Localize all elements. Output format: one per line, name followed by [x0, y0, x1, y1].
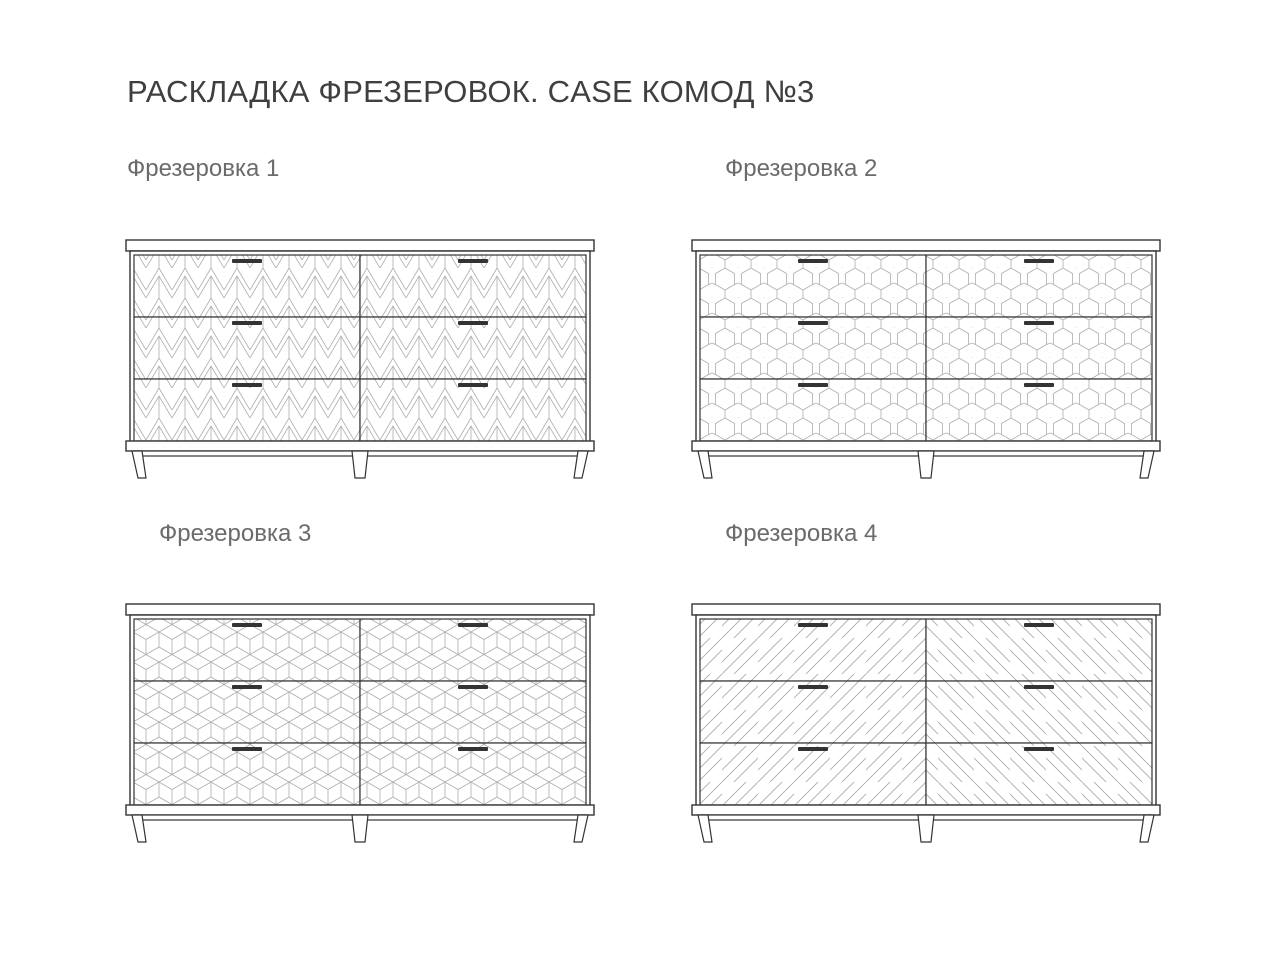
panel-1-title: Фрезеровка 1 — [127, 155, 280, 182]
panel-frezerovka-1 — [127, 155, 279, 183]
dresser-diagram-3 — [120, 602, 600, 847]
panel-frezerovka-3 — [159, 520, 311, 548]
dresser-diagram-2 — [686, 238, 1166, 483]
dresser-diagram-4 — [686, 602, 1166, 847]
panel-frezerovka-4 — [725, 520, 877, 548]
page-title: РАСКЛАДКА ФРЕЗЕРОВОК. CASE КОМОД №3 — [127, 74, 815, 109]
dresser-diagram-1 — [120, 238, 600, 483]
panel-2-title: Фрезеровка 2 — [725, 155, 878, 182]
panel-4-title: Фрезеровка 4 — [725, 520, 878, 547]
panel-frezerovka-2 — [725, 155, 877, 183]
panel-3-title: Фрезеровка 3 — [159, 520, 312, 547]
